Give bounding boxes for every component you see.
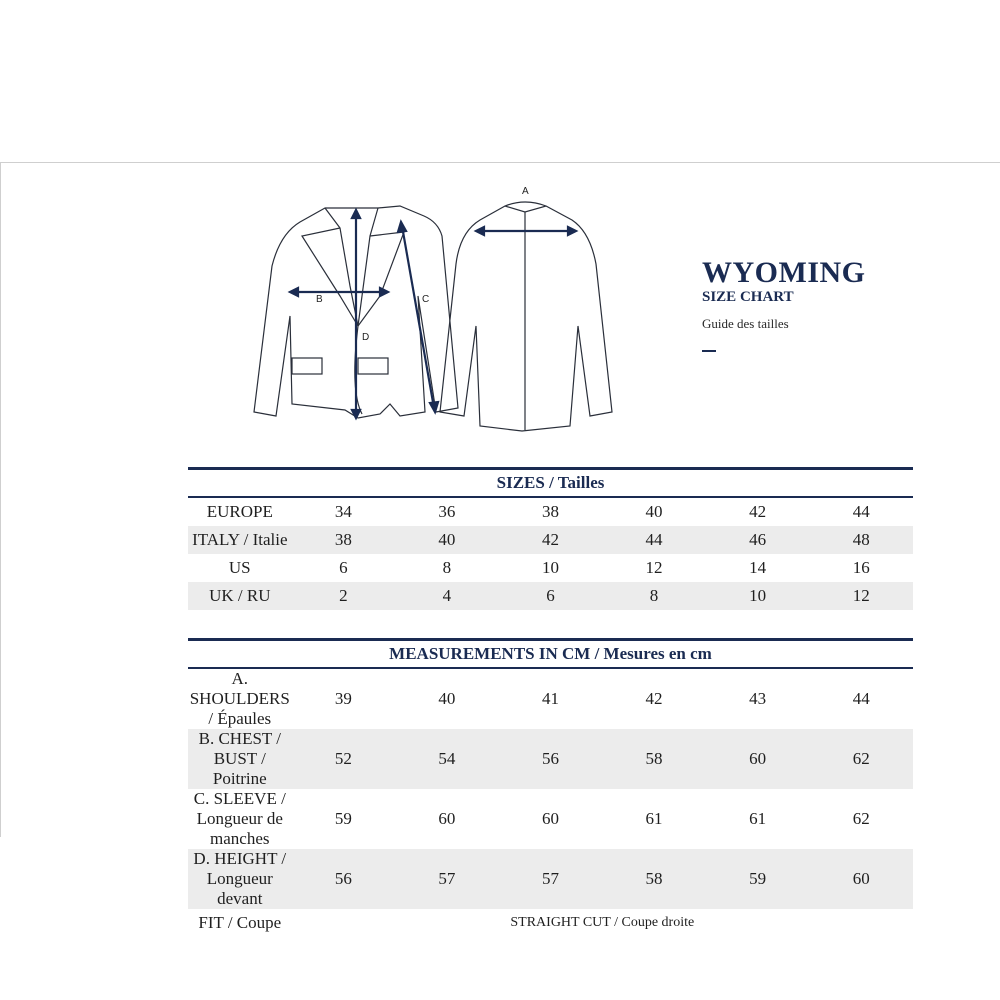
table-cell: 61 <box>645 809 663 828</box>
measurements-header-row <box>188 640 913 669</box>
title-dash <box>702 350 716 352</box>
table-cell: 54 <box>395 729 499 789</box>
table-cell: 36 <box>438 502 456 521</box>
table-cell: 58 <box>602 729 706 789</box>
table-row <box>188 554 913 582</box>
sizes-heading: SIZES / Tailles <box>188 469 913 498</box>
jacket-diagram <box>240 176 630 438</box>
table-cell: 12 <box>645 558 663 577</box>
table-row <box>188 668 913 729</box>
row-label: ITALY / Italie <box>188 526 292 554</box>
measurements-heading: MEASUREMENTS IN CM / Mesures en cm <box>188 640 913 669</box>
table-cell: 60 <box>541 809 559 828</box>
table-cell: 42 <box>645 689 663 708</box>
label-c: C <box>422 294 430 305</box>
table-cell: 61 <box>749 809 767 828</box>
table-cell: 42 <box>749 502 767 521</box>
table-cell: 56 <box>499 729 603 789</box>
table-cell: 44 <box>602 526 706 554</box>
table-cell: 60 <box>809 849 913 909</box>
fit-label: FIT / Coupe <box>198 913 282 932</box>
row-label: EUROPE <box>206 502 273 521</box>
table-cell: 42 <box>499 526 603 554</box>
row-label: UK / RU <box>188 582 292 610</box>
table-cell: 38 <box>541 502 559 521</box>
table-cell: 52 <box>292 729 396 789</box>
fit-row <box>188 909 913 937</box>
label-b: B <box>316 294 323 305</box>
table-row <box>188 582 913 610</box>
row-label: D. HEIGHT / Longueur devant <box>188 849 292 909</box>
measurement-lines <box>290 210 576 418</box>
table-cell: 4 <box>395 582 499 610</box>
table-cell: 62 <box>852 809 870 828</box>
table-cell: 43 <box>749 689 767 708</box>
label-d: D <box>362 332 370 343</box>
table-row <box>188 789 913 849</box>
table-cell: 6 <box>499 582 603 610</box>
table-row <box>188 526 913 554</box>
table-cell: 40 <box>645 502 663 521</box>
row-label: A. SHOULDERS / Épaules <box>189 669 290 728</box>
measurements-table <box>188 638 913 937</box>
table-cell: 38 <box>292 526 396 554</box>
sizes-table <box>188 467 913 610</box>
row-label: B. CHEST / BUST / Poitrine <box>188 729 292 789</box>
table-cell: 40 <box>395 526 499 554</box>
table-cell: 2 <box>292 582 396 610</box>
fit-value: STRAIGHT CUT / Coupe droite <box>510 915 695 930</box>
row-label: C. SLEEVE / Longueur de manches <box>193 789 286 848</box>
table-cell: 48 <box>809 526 913 554</box>
table-cell: 41 <box>541 689 559 708</box>
sizes-header-row <box>188 469 913 498</box>
table-cell: 46 <box>706 526 810 554</box>
table-cell: 62 <box>809 729 913 789</box>
table-cell: 59 <box>334 809 352 828</box>
table-cell: 56 <box>292 849 396 909</box>
table-cell: 8 <box>602 582 706 610</box>
page-subtitle: SIZE CHART <box>702 289 794 305</box>
table-cell: 44 <box>852 689 870 708</box>
table-row <box>188 497 913 526</box>
table-cell: 8 <box>442 558 452 577</box>
table-cell: 6 <box>339 558 348 577</box>
table-row <box>188 849 913 909</box>
table-cell: 12 <box>809 582 913 610</box>
table-cell: 39 <box>334 689 352 708</box>
label-a: A <box>522 186 529 197</box>
table-cell: 57 <box>395 849 499 909</box>
table-cell: 10 <box>541 558 559 577</box>
jacket-back-drawing <box>440 202 612 431</box>
table-row <box>188 729 913 789</box>
table-cell: 10 <box>706 582 810 610</box>
table-cell: 34 <box>334 502 352 521</box>
table-cell: 58 <box>602 849 706 909</box>
row-label: US <box>228 558 251 577</box>
title-block <box>702 256 866 352</box>
page-title: WYOMING <box>702 256 866 289</box>
table-cell: 60 <box>706 729 810 789</box>
table-cell: 44 <box>852 502 870 521</box>
table-cell: 14 <box>749 558 767 577</box>
page-subtitle-fr: Guide des tailles <box>702 316 789 331</box>
table-cell: 57 <box>499 849 603 909</box>
table-cell: 60 <box>438 809 456 828</box>
table-cell: 59 <box>706 849 810 909</box>
table-cell: 40 <box>438 689 456 708</box>
table-cell: 16 <box>852 558 870 577</box>
